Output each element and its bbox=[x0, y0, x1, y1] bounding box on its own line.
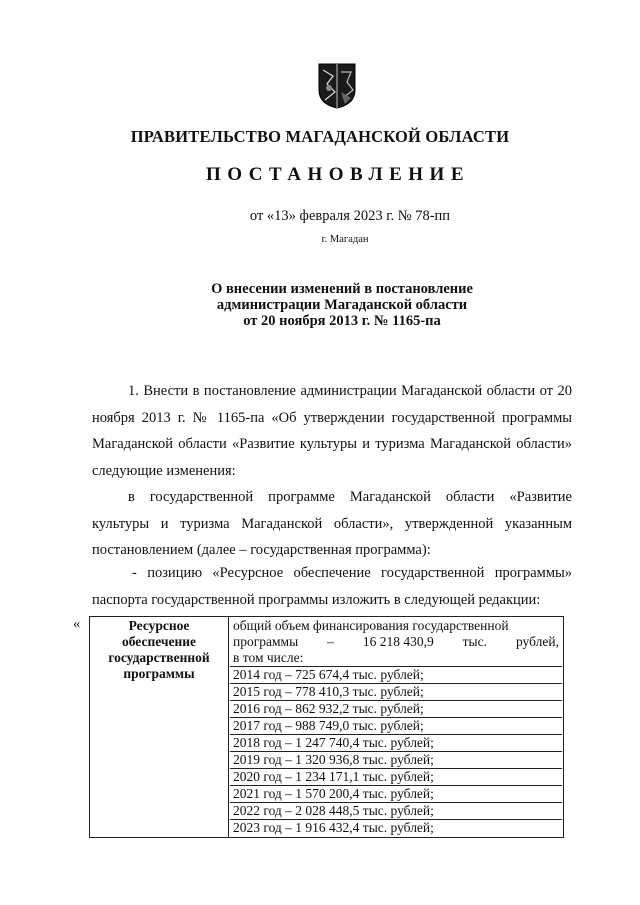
paragraph-3: - позицию «Ресурсное обеспечение государственной программы» паспорта государственной программы изложить в следующей редакции: bbox=[92, 565, 572, 608]
document-city: г. Магадан bbox=[321, 234, 369, 245]
financing-unit-thousand: тыс. bbox=[462, 634, 487, 649]
table-left-title: Ресурсное обеспечение государственной программы bbox=[90, 617, 229, 838]
financing-dash: – bbox=[327, 634, 334, 649]
financing-unit-rubles: рублей, bbox=[515, 634, 559, 649]
year-2020: 2020 год – 1 234 171,1 тыс. рублей; bbox=[230, 768, 562, 785]
subject-line-3: от 20 ноября 2013 г. № 1165-па bbox=[243, 313, 441, 329]
financing-total: 16 218 430,9 bbox=[362, 634, 434, 649]
year-2017: 2017 год – 988 749,0 тыс. рублей; bbox=[230, 717, 562, 734]
year-2019: 2019 год – 1 320 936,8 тыс. рублей; bbox=[230, 751, 562, 768]
paragraph-1: 1. Внести в постановление администрации Магаданской области от 20 ноября 2013 г. № 1165-па «Об утверждении государственной программы Магаданской области «Развитие культуры и туризма Магаданской области» следующие изменения: bbox=[92, 383, 572, 479]
financing-intro-line-1: общий объем финансирования государственной bbox=[233, 618, 509, 633]
year-2023: 2023 год – 1 916 432,4 тыс. рублей; bbox=[230, 819, 562, 836]
coat-of-arms-emblem bbox=[317, 62, 357, 110]
government-title: ПРАВИТЕЛЬСТВО МАГАДАНСКОЙ ОБЛАСТИ bbox=[130, 127, 510, 146]
document-date-number: от «13» февраля 2023 г. № 78-пп bbox=[249, 208, 451, 224]
table-row bbox=[90, 617, 564, 838]
opening-quote-mark: « bbox=[73, 616, 81, 632]
year-2015: 2015 год – 778 410,3 тыс. рублей; bbox=[230, 683, 562, 700]
year-2014: 2014 год – 725 674,4 тыс. рублей; bbox=[230, 666, 562, 683]
year-2016: 2016 год – 862 932,2 тыс. рублей; bbox=[230, 700, 562, 717]
financing-intro-line-2 bbox=[233, 634, 559, 650]
financing-intro-line-3: в том числе: bbox=[233, 650, 304, 665]
document-subject bbox=[0, 281, 640, 329]
subject-line-2: администрации Магаданской области bbox=[216, 297, 468, 313]
resource-table bbox=[89, 616, 564, 838]
document-type: ПОСТАНОВЛЕНИЕ bbox=[205, 164, 471, 185]
table-right-content bbox=[229, 617, 564, 838]
year-2022: 2022 год – 2 028 448,5 тыс. рублей; bbox=[230, 802, 562, 819]
year-2021: 2021 год – 1 570 200,4 тыс. рублей; bbox=[230, 785, 562, 802]
subject-line-1: О внесении изменений в постановление bbox=[211, 281, 473, 297]
year-2018: 2018 год – 1 247 740,4 тыс. рублей; bbox=[230, 734, 562, 751]
paragraph-2: в государственной программе Магаданской области «Развитие культуры и туризма Магаданской области», утвержденной указанным постановлением (далее – государственная программа): bbox=[92, 489, 572, 558]
financing-word-program: программы bbox=[233, 634, 299, 649]
